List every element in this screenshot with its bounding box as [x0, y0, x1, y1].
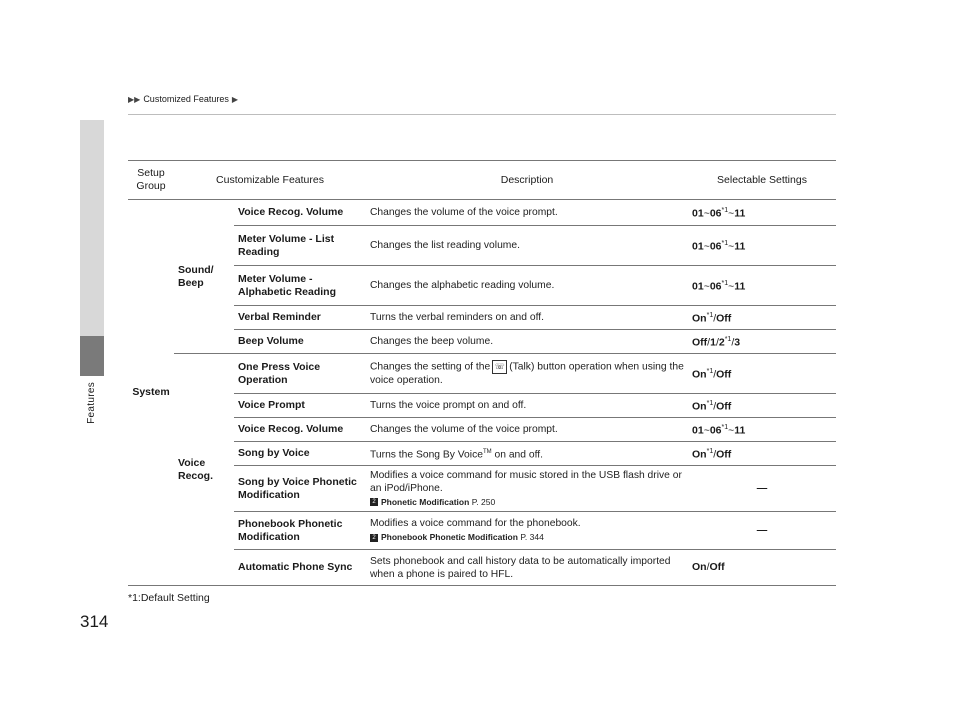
feature-name: One Press Voice Operation: [234, 354, 366, 394]
feature-description: Turns the verbal reminders on and off.: [366, 306, 688, 330]
feature-name: Song by Voice Phonetic Modification: [234, 466, 366, 512]
feature-description: Changes the list reading volume.: [366, 226, 688, 266]
subgroup-voice-recog: Voice Recog.: [174, 354, 234, 586]
reference-arrow-icon: 2: [370, 498, 378, 506]
header-selectable-settings: Selectable Settings: [688, 161, 836, 200]
feature-name: Voice Recog. Volume: [234, 418, 366, 442]
feature-name: Meter Volume - Alphabetic Reading: [234, 266, 366, 306]
cross-reference-link[interactable]: 2 Phonebook Phonetic Modification P. 344: [370, 531, 684, 544]
selectable-settings: 01~06$^{*1}$~11: [688, 226, 836, 266]
reference-arrow-icon: 2: [370, 534, 378, 542]
feature-name: Beep Volume: [234, 330, 366, 354]
feature-description: Changes the volume of the voice prompt.: [366, 418, 688, 442]
talk-button-icon: ☏: [492, 360, 507, 374]
feature-name: Automatic Phone Sync: [234, 550, 366, 586]
selectable-settings: —: [688, 512, 836, 550]
feature-description: Changes the volume of the voice prompt.: [366, 200, 688, 226]
table-row: [128, 550, 836, 586]
side-tab-marker: [80, 336, 104, 376]
feature-description: Changes the beep volume.: [366, 330, 688, 354]
feature-name: Song by Voice: [234, 442, 366, 466]
table-row: [128, 354, 836, 394]
selectable-settings: On$^{*1}$/Off: [688, 354, 836, 394]
table-row: [128, 466, 836, 512]
feature-name: Verbal Reminder: [234, 306, 366, 330]
feature-description: Modifies a voice command for the phonebook. 2 Phonebook Phonetic Modification P. 344: [366, 512, 688, 550]
side-tab-label: Features: [86, 382, 97, 424]
table-row: [128, 200, 836, 226]
header-setup-group: Setup Group: [128, 161, 174, 200]
table-row: [128, 418, 836, 442]
setup-group-system: System: [128, 200, 174, 586]
customizable-features-table: [128, 160, 836, 586]
feature-name: Voice Recog. Volume: [234, 200, 366, 226]
table-row: [128, 512, 836, 550]
breadcrumb-arrow-icon: ▶▶: [128, 94, 141, 104]
table-row: [128, 330, 836, 354]
feature-description: Sets phonebook and call history data to be automatically imported when a phone is paired to HFL.: [366, 550, 688, 586]
breadcrumb-section[interactable]: Customized Features: [143, 94, 229, 104]
feature-description: Changes the alphabetic reading volume.: [366, 266, 688, 306]
selectable-settings: On$^{*1}$/Off: [688, 394, 836, 418]
selectable-settings: —: [688, 466, 836, 512]
table-row: [128, 442, 836, 466]
table-row: [128, 306, 836, 330]
header-description: Description: [366, 161, 688, 200]
footnote: *1:Default Setting: [128, 592, 210, 604]
side-tab-light: [80, 120, 104, 336]
feature-description: Turns the Song By Voice™ on and off.: [366, 442, 688, 466]
table-row: [128, 266, 836, 306]
selectable-settings: Off/1/2$^{*1}$/3: [688, 330, 836, 354]
feature-description: Changes the setting of the ☏ (Talk) button operation when using the voice operation.: [366, 354, 688, 394]
table-row: [128, 226, 836, 266]
feature-description: Turns the voice prompt on and off.: [366, 394, 688, 418]
breadcrumb-arrow-icon: ▶: [231, 94, 239, 104]
feature-description: Modifies a voice command for music stored in the USB flash drive or an iPod/iPhone. 2 Phonetic Modification P. 250: [366, 466, 688, 512]
selectable-settings: 01~06$^{*1}$~11: [688, 266, 836, 306]
selectable-settings: On/Off: [688, 550, 836, 586]
selectable-settings: On$^{*1}$/Off: [688, 442, 836, 466]
selectable-settings: 01~06$^{*1}$~11: [688, 200, 836, 226]
page-number: 314: [80, 612, 109, 631]
feature-name: Phonebook Phonetic Modification: [234, 512, 366, 550]
feature-name: Voice Prompt: [234, 394, 366, 418]
header-divider: [128, 114, 836, 115]
table-row: [128, 394, 836, 418]
selectable-settings: On$^{*1}$/Off: [688, 306, 836, 330]
subgroup-sound-beep: Sound/ Beep: [174, 200, 234, 354]
header-customizable-features: Customizable Features: [174, 161, 366, 200]
selectable-settings: 01~06$^{*1}$~11: [688, 418, 836, 442]
cross-reference-link[interactable]: 2 Phonetic Modification P. 250: [370, 496, 684, 509]
feature-name: Meter Volume - List Reading: [234, 226, 366, 266]
breadcrumb: [128, 94, 238, 104]
